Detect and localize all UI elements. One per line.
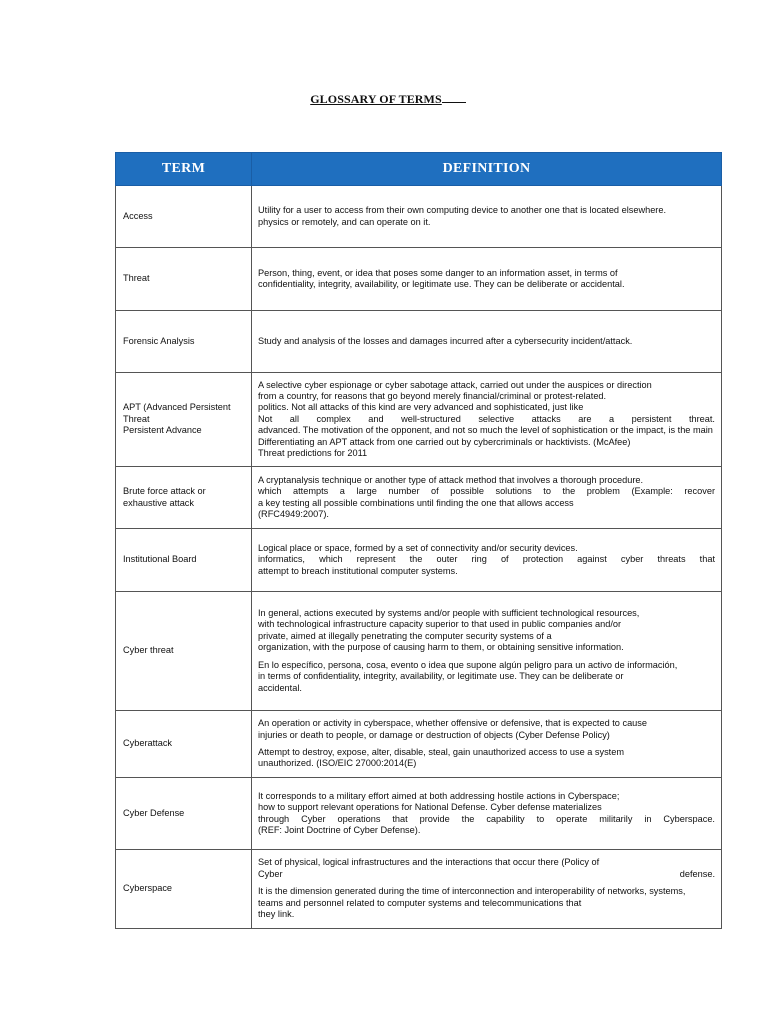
table-row: [116, 373, 722, 467]
definition-text: Utility for a user to access from their own computing device to another one that is located elsewhere. physics or remotely, and can operate on it.: [258, 205, 667, 227]
table-row: [116, 311, 722, 373]
definition-text: It corresponds to a military effort aimed at both addressing hostile actions in Cyberspace; how to support relevant operations for National Defense. Cyber defense materializes through Cyber operations that provide the capability to operate militarily in Cyberspace. (REF: Joint Doctrine of Cyber Defense).: [258, 790, 715, 835]
term-cell: Forensic Analysis: [116, 311, 252, 373]
table-row: [116, 529, 722, 592]
definition-cell: [252, 467, 722, 529]
definition-cell: [252, 592, 722, 711]
table-row: [116, 592, 722, 711]
definition-cell: [252, 778, 722, 850]
definition-cell: [252, 311, 722, 373]
term-cell: Institutional Board: [116, 529, 252, 592]
definition-cell: [252, 529, 722, 592]
definition-cell: [252, 711, 722, 778]
term-cell: Cyberspace: [116, 850, 252, 929]
page-title: [0, 92, 768, 107]
term-column-header: TERM: [116, 153, 252, 186]
term-cell: Threat: [116, 248, 252, 311]
definition-text: Set of physical, logical infrastructures and the interactions that occur there (Policy of Cyber defense.: [258, 857, 715, 879]
definition-text: An operation or activity in cyberspace, whether offensive or defensive, that is expected to cause injuries or death to people, or damage or destruction of objects (Cyber Defense Policy): [258, 718, 647, 740]
term-cell: Cyberattack: [116, 711, 252, 778]
definition-text: In general, actions executed by systems and/or people with sufficient technological resources, with technological infrastructure capacity superior to that used in public companies and/or private, aimed at illegally penetrating the computer security systems of a organization, with the purpose of causing harm to them, or obtaining sensitive information.: [258, 608, 640, 653]
definition-text: Person, thing, event, or idea that poses some danger to an information asset, in terms of confidentiality, integrity, availability, or legitimate use. They can be deliberate or accidental.: [258, 267, 625, 289]
definition-text: Study and analysis of the losses and damages incurred after a cybersecurity incident/attack.: [258, 335, 633, 346]
table-row: [116, 248, 722, 311]
table-row: [116, 850, 722, 929]
term-cell: Access: [116, 186, 252, 248]
term-text: APT (Advanced Persistent Threat Persistent Advance: [123, 402, 231, 436]
definition-text: It is the dimension generated during the time of interconnection and interoperability of networks, systems, teams and personnel related to computer systems and telecommunications that they link.: [258, 886, 686, 920]
term-cell: [116, 373, 252, 467]
definition-text: Logical place or space, formed by a set of connectivity and/or security devices. informatics, which represent the outer ring of protection against cyber threats that attempt to breach institutional computer systems.: [258, 542, 715, 576]
term-cell: Cyber threat: [116, 592, 252, 711]
definition-column-header: DEFINITION: [252, 153, 722, 186]
term-text: Brute force attack or exhaustive attack: [123, 486, 206, 508]
table-row: [116, 778, 722, 850]
glossary-table: [115, 152, 722, 929]
term-cell: [116, 467, 252, 529]
table-header-row: [116, 153, 722, 186]
table-row: [116, 711, 722, 778]
definition-cell: [252, 373, 722, 467]
definition-text: A cryptanalysis technique or another type of attack method that involves a thorough procedure. which attempts a large number of possible solutions to the problem (Example: recover a key testing all possible combinations until finding the one that allows access (RFC4949:2007).: [258, 474, 715, 519]
definition-text: A selective cyber espionage or cyber sabotage attack, carried out under the auspices or direction from a country, for reasons that go beyond merely financial/criminal or protest-related. politics. Not all attacks of this kind are very advanced and sophisticated, just like Not all complex and well-structured selective attacks are a persistent threat. advanced. The motivation of the opponent, and not so much the level of sophistication or the impact, is the main Differentiating an APT attack from one carried out by cybercriminals or hacktivists. (McAfee) Threat predictions for 2011: [258, 379, 715, 459]
definition-text: En lo específico, persona, cosa, evento o idea que supone algún peligro para un activo de información, in terms of confidentiality, integrity, availability, or legitimate use. They can be deliberate or accidental.: [258, 659, 678, 693]
title-underline: [442, 92, 466, 103]
definition-cell: [252, 186, 722, 248]
definition-cell: [252, 248, 722, 311]
page-title-text: GLOSSARY OF TERMS: [310, 92, 442, 106]
table-row: [116, 186, 722, 248]
table-row: [116, 467, 722, 529]
term-cell: Cyber Defense: [116, 778, 252, 850]
definition-cell: [252, 850, 722, 929]
definition-text: Attempt to destroy, expose, alter, disable, steal, gain unauthorized access to use a system unauthorized. (ISO/EIC 27000:2014(E): [258, 747, 624, 769]
